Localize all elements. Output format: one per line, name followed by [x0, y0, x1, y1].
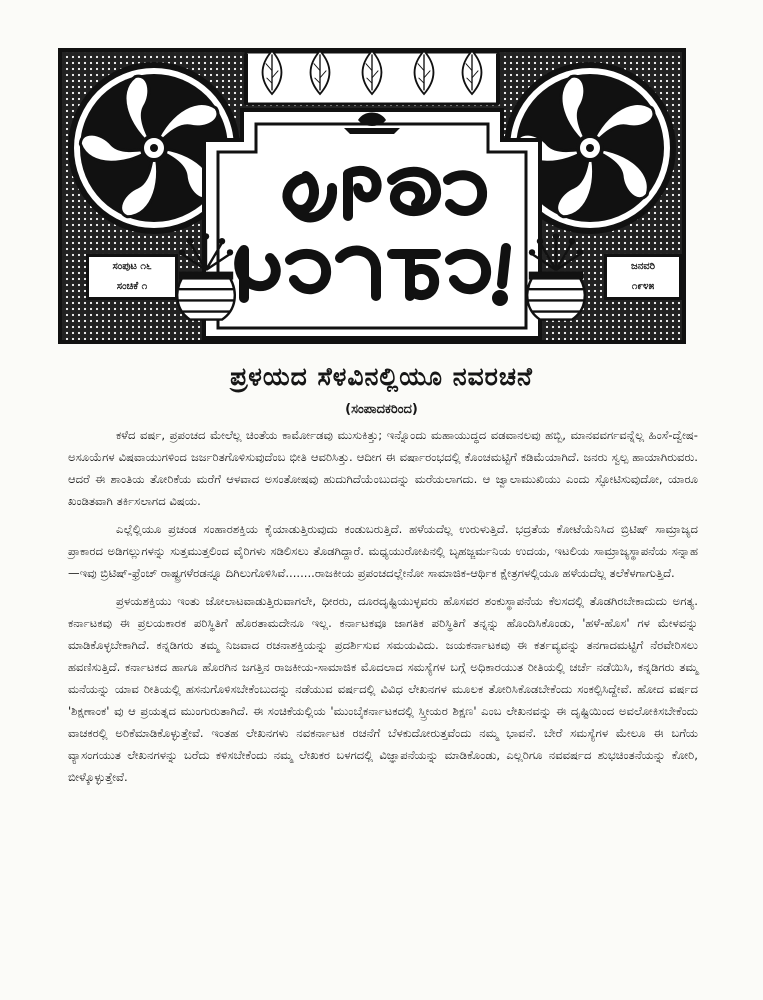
paragraph: ಕಳೆದ ವರ್ಷ, ಪ್ರಪಂಚದ ಮೇಲೆಲ್ಲ ಚಿಂತೆಯ ಕಾರ್ಮೋಡವು ಮುಸುಕಿತ್ತು; ಇನ್ನೊಂದು ಮಹಾಯುದ್ಧದ ವಡವಾನಲವು ಹಬ್ಬಿ, ಮಾನವವರ್ಗವನ್ನೆಲ್ಲ ಹಿಂಸೆ-ದ್ವೇಷ-ಅಸೂಯೆಗಳ ವಿಷವಾಯುಗಳಿಂದ ಜರ್ಜರಿತಗೊಳಿಸುವುದೆಂಬ ಭೀತಿ ಆವರಿಸಿತ್ತು. ಆದೀಗ ಈ ವರ್ಷಾರಂಭದಲ್ಲಿ ಕೊಂಚಮಟ್ಟಿಗೆ ಕಡಿಮೆಯಾಗಿದೆ. ಜನರು ಸ್ವಲ್ಪ ಹಾಯಾಗಿರುವರು. ಆದರೆ ಈ ಶಾಂತಿಯ ತೋರಿಕೆಯ ಮರೆಗೆ ಆಳವಾದ ಅಸಂತೋಷವು ಹುದುಗಿದೆಯೆಂಬುದನ್ನು ಮರೆಯಲಾಗದು. ಆ ಜ್ವಾಲಾಮುಖಿಯು ಎಂದು ಸ್ಫೋಟಿಸುವುದೋ, ಯಾರೂ ಖಂಡಿತವಾಗಿ ತರ್ಕಿಸಲಾಗದ ವಿಷಯ. [68, 428, 698, 508]
issue-number: ಸಂಚಿಕೆ ೧ [116, 281, 148, 292]
issue-month: ಜನವರಿ [631, 261, 655, 272]
volume-issue-box [86, 254, 178, 300]
article-byline: (ಸಂಪಾದಕರಿಂದ) [345, 402, 418, 417]
paragraph: ಪ್ರಳಯಶಕ್ತಿಯು ಇಂತು ಜೋಲಾಟವಾಡುತ್ತಿರುವಾಗಲೇ, ಧೀರರು, ದೂರದೃಷ್ಟಿಯುಳ್ಳವರು ಹೊಸವರ ಶಂಕುಸ್ಥಾಪನೆಯ ಕೆಲಸದಲ್ಲಿ ತೊಡಗಿರಬೇಕಾದುದು ಅಗತ್ಯ. ಕರ್ನಾಟಕವು ಈ ಪ್ರಲಯಕಾರಕ ಪರಿಸ್ಥಿತಿಗೆ ಹೊರತಾಮದೇನೂ ಇಲ್ಲ. ಕರ್ನಾಟಕವೂ ಜಾಗತಿಕ ಪರಿಸ್ಥಿತಿಗೆ ತನ್ನನ್ನು ಹೊಂದಿಸಿಕೊಂಡು, 'ಹಳೆ-ಹೊಸ' ಗಳ ಮೇಳವನ್ನು ಮಾಡಿಕೊಳ್ಳಬೇಕಾಗಿದೆ. ಕನ್ನಡಿಗರು ತಮ್ಮ ನಿಜವಾದ ರಚನಾಶಕ್ತಿಯನ್ನು ಪ್ರದರ್ಶಿಸುವ ಸಮಯವಿದು. ಜಯಕರ್ನಾಟಕವು ಈ ಕರ್ತವ್ಯವನ್ನು ತನಗಾದಮಟ್ಟಿಗೆ ನೆರವೇರಿಸಲು ಹವಣಿಸುತ್ತಿದೆ. ಕರ್ನಾಟಕದ ಹಾಗೂ ಹೊರಗಿನ ಜಗತ್ತಿನ ರಾಜಕೀಯ-ಸಾಮಾಜಿಕ ಮೊದಲಾದ ಸಮಸ್ಯೆಗಳ ಬಗ್ಗೆ ಅಧಿಕಾರಯುತ ರೀತಿಯಲ್ಲಿ ಚರ್ಚೆ ನಡೆಯಿಸಿ, ಕನ್ನಡಿಗರು ತಮ್ಮ ಮನೆಯನ್ನು ಯಾವ ರೀತಿಯಲ್ಲಿ ಹಸನುಗೊಳಿಸಬೇಕೆಂಬುದನ್ನು ನಡೆಯುವ ವರ್ಷದಲ್ಲಿ ವಿವಿಧ ಲೇಖನಗಳ ಮೂಲಕ ತೋರಿಸಿಕೊಡಬೇಕೆಂದು ಸಂಕಲ್ಪಿಸಿದ್ದೇವೆ. ಹೋದ ವರ್ಷದ 'ಶಿಕ್ಷಣಾಂಕ' ವು ಆ ಪ್ರಯತ್ನದ ಮುಂಗುರುತಾಗಿದೆ. ಈ ಸಂಚಿಕೆಯಲ್ಲಿಯ 'ಮುಂಬೈಕರ್ನಾಟಕದಲ್ಲಿ ಸ್ತ್ರೀಯರ ಶಿಕ್ಷಣ' ಎಂಬ ಲೇಖನವನ್ನು ಈ ದೃಷ್ಟಿಯಿಂದ ಅವಲೋಕಿಸಬೇಕೆಂದು ವಾಚಕರಲ್ಲಿ ಅರಿಕೆಮಾಡಿಕೊಳ್ಳುತ್ತೇವೆ. ಇಂತಹ ಲೇಖನಗಳು ನವಕರ್ನಾಟಕ ರಚನೆಗೆ ಬೆಳಕುದೋರುತ್ತವೆಂದು ನಮ್ಮ ಭಾವನೆ. ಬೇರೆ ಸಮಸ್ಯೆಗಳ ಮೇಲೂ ಈ ಬಗೆಯ ವ್ಯಾಸಂಗಯುತ ಲೇಖನಗಳನ್ನು ಬರೆದು ಕಳಿಸಬೇಕೆಂದು ನಮ್ಮ ಲೇಖಕರ ಬಳಗದಲ್ಲಿ ವಿಜ್ಞಾಪನೆಯನ್ನು ಮಾಡಿಕೊಂಡು, ಎಲ್ಲರಿಗೂ ನವವರ್ಷದ ಶುಭಚಿಂತನೆಯನ್ನು ಕೋರಿ, ಬೀಳ್ಕೊಳ್ಳುತ್ತೇವೆ. [68, 594, 698, 784]
volume-number: ಸಂಪುಟ ೧೬ [112, 261, 152, 272]
masthead-banner [58, 48, 686, 344]
article-body [68, 424, 698, 794]
issue-year: ೧೯೪೫ [631, 281, 655, 292]
paragraph: ಎಲ್ಲೆಲ್ಲಿಯೂ ಪ್ರಚಂಡ ಸಂಹಾರಶಕ್ತಿಯ ಕೈಯಾಡುತ್ತಿರುವುದು ಕಂಡುಬರುತ್ತಿದೆ. ಹಳೆಯದೆಲ್ಲ ಉರುಳುತ್ತಿದೆ. ಭದ್ರತೆಯ ಕೋಟೆಯೆನಿಸಿದ ಬ್ರಿಟಿಷ್ ಸಾಮ್ರಾಜ್ಯದ ಪ್ರಾಕಾರದ ಅಡಿಗಲ್ಲುಗಳನ್ನು ಸುತ್ತಮುತ್ತಲಿಂದ ವೈರಿಗಳು ಸಡಿಲಿಸಲು ತೊಡಗಿದ್ದಾರೆ. ಮಧ್ಯಯುರೋಪಿನಲ್ಲಿ ಬೃಹಜ್ಜರ್ಮನಿಯ ಉದಯ, ಇಟಲಿಯ ಸಾಮ್ರಾಜ್ಯಸ್ಥಾಪನೆಯ ಸನ್ನಾಹ—ಇವು ಬ್ರಿಟಿಷ್-ಫ್ರೆಂಚ್ ರಾಷ್ಟ್ರಗಳೆರಡನ್ನೂ ದಿಗಿಲುಗೊಳಿಸಿವೆ........ರಾಜಕೀಯ ಪ್ರಪಂಚದಲ್ಲೇನೋ ಸಾಮಾಜಿಕ-ಆರ್ಥಿಕ ಕ್ಷೇತ್ರಗಳಲ್ಲಿಯೂ ಹಳೆಯದೆಲ್ಲ ತಲೆಕೆಳಗಾಗುತ್ತಿದೆ. [68, 522, 698, 580]
central-frame [204, 110, 540, 338]
article-title: ಪ್ರಳಯದ ಸೆಳವಿನಲ್ಲಿಯೂ ನವರಚನೆ [230, 362, 533, 391]
date-box [604, 254, 682, 300]
